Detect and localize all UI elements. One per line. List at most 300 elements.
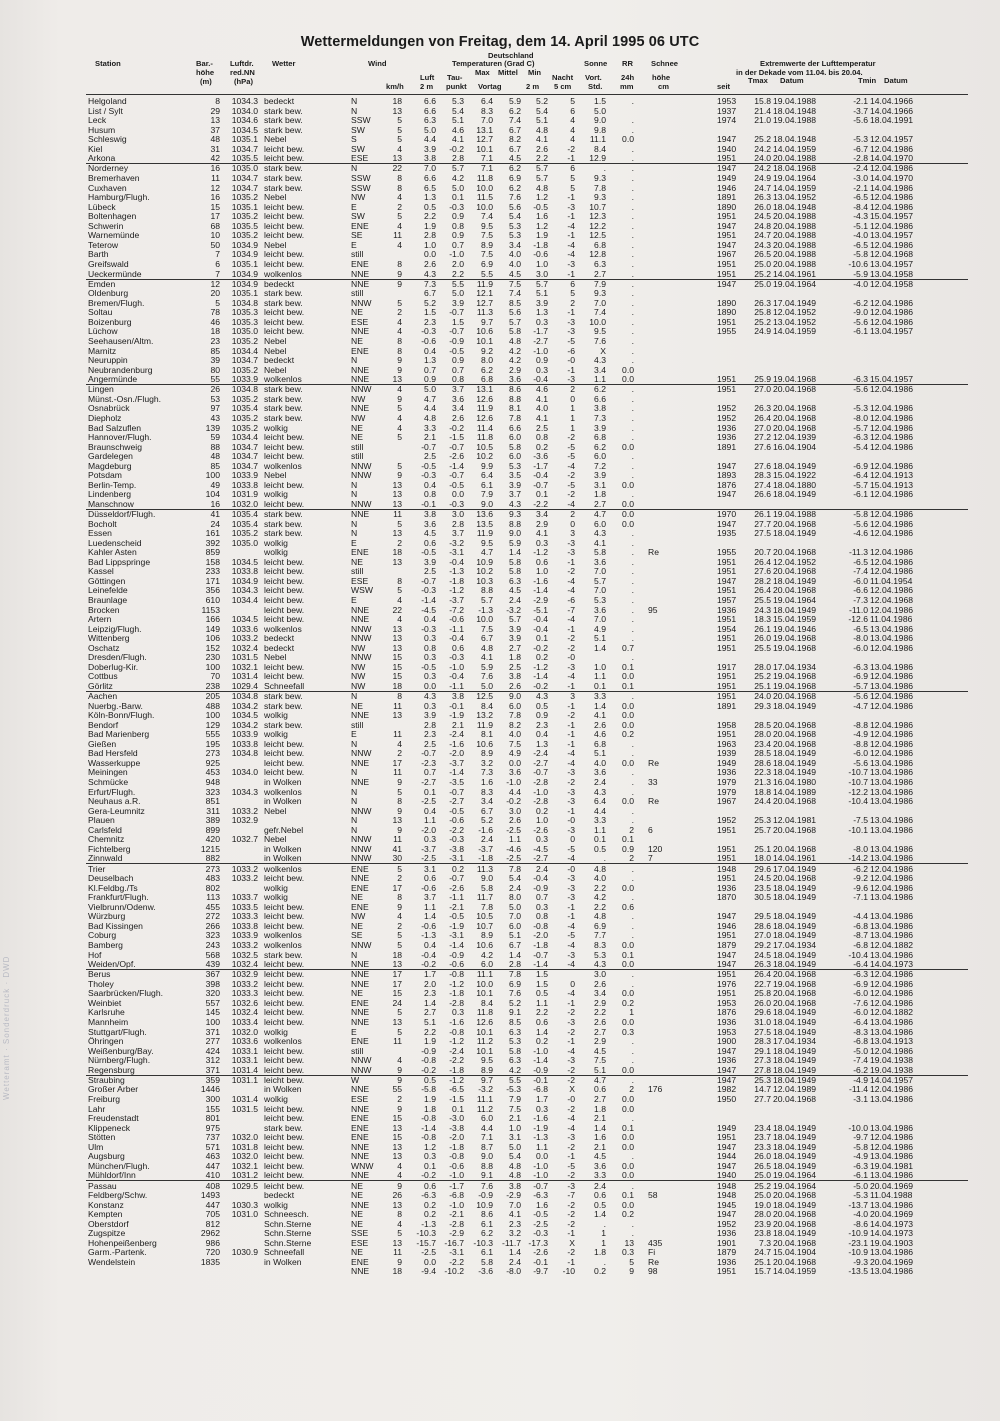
cell-nacht: -5 xyxy=(567,451,575,461)
cell-wetter: leicht bew. xyxy=(264,451,305,461)
cell-sonne: 3.3 xyxy=(594,815,606,825)
cell-schnee: 176 xyxy=(648,1084,663,1094)
cell-wetter: leicht bew. xyxy=(264,585,305,595)
cell-luftdr: 1032.0 xyxy=(231,499,258,509)
col-luftdr3: (hPa) xyxy=(234,77,253,86)
cell-min: -2.5 xyxy=(533,1219,548,1229)
cell-wind-speed: 4 xyxy=(397,423,402,433)
cell-min: 1.6 xyxy=(536,1200,548,1210)
cell-rr: 0.1 xyxy=(622,1190,634,1200)
cell-sonne: 2.4 xyxy=(594,777,606,787)
table-row xyxy=(0,414,1000,423)
cell-baro: 70 xyxy=(210,671,220,681)
cell-sonne: 2.9 xyxy=(594,1036,606,1046)
cell-wetter: Nebel xyxy=(264,192,287,202)
cell-max: 13.5 xyxy=(476,519,493,529)
cell-datum-max: 17.04.1949 xyxy=(773,864,817,874)
cell-station: Münst.-Osn./Flugh. xyxy=(88,394,162,404)
cell-mittel: 5.2 xyxy=(509,998,521,1008)
cell-mittel: 6.9 xyxy=(509,173,521,183)
cell-wind-dir: ENE xyxy=(351,1257,369,1267)
cell-datum-max: 20.04.1968 xyxy=(773,796,817,806)
cell-rr: 2 xyxy=(629,853,634,863)
cell-luftdr: 1034.0 xyxy=(231,106,258,116)
table-row xyxy=(0,327,1000,336)
cell-wind-dir: still xyxy=(351,442,364,452)
cell-tmin: -10.1 xyxy=(848,825,868,835)
cell-datum-min: 13.04.1986 xyxy=(870,1247,914,1257)
cell-wind-dir: NNW xyxy=(351,499,372,509)
cell-tmax: 25.0 xyxy=(754,1170,771,1180)
cell-luftdr: 1033.6 xyxy=(231,1036,258,1046)
cell-sonne: 8.4 xyxy=(594,144,606,154)
cell-luftdr: 1031.1 xyxy=(231,1075,258,1085)
cell-temp-2m: 4.5 xyxy=(424,528,436,538)
cell-dewpoint: -1.1 xyxy=(449,892,464,902)
cell-max: 10.6 xyxy=(476,739,493,749)
cell-mittel: 2.4 xyxy=(509,1257,521,1267)
cell-baro: 50 xyxy=(210,240,220,250)
cell-baro: 371 xyxy=(205,1027,220,1037)
cell-rr: . xyxy=(631,979,634,989)
cell-nacht: -4 xyxy=(567,461,575,471)
cell-temp-2m: 2.7 xyxy=(424,1007,436,1017)
cell-sonne: 1.0 xyxy=(594,662,606,672)
cell-wind-speed: 5 xyxy=(397,787,402,797)
cell-wind-speed: 11 xyxy=(393,1036,402,1046)
cell-nacht: -1 xyxy=(567,557,575,567)
cell-seit: 1967 xyxy=(717,796,737,806)
cell-schnee: 58 xyxy=(648,1190,658,1200)
cell-baro: 12 xyxy=(210,183,220,193)
cell-baro: 68 xyxy=(210,221,220,231)
cell-datum-min: 20.04.1969 xyxy=(870,1181,914,1191)
cell-dewpoint: -1.2 xyxy=(449,1036,464,1046)
cell-wind-speed: 18 xyxy=(392,96,402,106)
cell-nacht: -2 xyxy=(567,1209,575,1219)
cell-datum-min: 12.04.1986 xyxy=(870,403,914,413)
cell-tmin: -6.3 xyxy=(853,374,868,384)
cell-datum-min: 12.04.1986 xyxy=(870,701,914,711)
cell-wind-dir: W xyxy=(351,1075,360,1085)
cell-baro: 986 xyxy=(205,1238,220,1248)
cell-baro: 155 xyxy=(205,1104,220,1114)
cell-temp-2m: 0.1 xyxy=(424,787,436,797)
cell-min: 1.0 xyxy=(536,815,548,825)
cell-max: 9.5 xyxy=(481,538,493,548)
cell-sonne: 2.7 xyxy=(594,269,606,279)
cell-temp-2m: 0.4 xyxy=(424,346,436,356)
cell-tmin: -13.7 xyxy=(848,1200,868,1210)
cell-nacht: -1 xyxy=(567,911,575,921)
cell-dewpoint: -1.0 xyxy=(449,1200,464,1210)
cell-luftdr: 1031.9 xyxy=(231,489,258,499)
cell-min: -2.6 xyxy=(533,825,548,835)
table-row xyxy=(0,865,1000,874)
cell-tmin: -6.2 xyxy=(853,298,868,308)
cell-luftdr: 1033.4 xyxy=(231,1017,258,1027)
cell-nacht: -2 xyxy=(567,470,575,480)
cell-datum-min: 14.04.1966 xyxy=(870,106,914,116)
table-row xyxy=(0,721,1000,730)
cell-station: Braunlage xyxy=(88,595,128,605)
cell-temp-2m: 1.4 xyxy=(424,911,436,921)
cell-max: 4.4 xyxy=(481,1123,493,1133)
cell-rr: . xyxy=(631,326,634,336)
cell-datum-max: 18.04.1949 xyxy=(773,1228,817,1238)
cell-luftdr: 1031.2 xyxy=(231,1170,258,1180)
cell-datum-max: 20.04.1968 xyxy=(773,873,817,883)
cell-luftdr: 1035.2 xyxy=(231,336,258,346)
cell-temp-2m: 2.0 xyxy=(424,979,436,989)
cell-tmin: -12.2 xyxy=(848,787,868,797)
cell-datum-min: 13.04.1957 xyxy=(870,326,914,336)
cell-nacht: -1 xyxy=(567,230,575,240)
cell-mittel: 8.2 xyxy=(509,720,521,730)
cell-mittel: -5.3 xyxy=(506,1084,521,1094)
cell-sonne: 0.6 xyxy=(594,1084,606,1094)
cell-wetter: stark bew. xyxy=(264,519,303,529)
cell-station: Bad Lippspringe xyxy=(88,557,151,567)
cell-wind-dir: NW xyxy=(351,394,366,404)
cell-max: 10.6 xyxy=(476,326,493,336)
cell-datum-max: 18.04.1949 xyxy=(773,1007,817,1017)
cell-nacht: -2 xyxy=(567,633,575,643)
cell-wind-dir: ESE xyxy=(351,153,369,163)
cell-wind-dir: SE xyxy=(351,230,363,240)
cell-datum-min: 13.04.1986 xyxy=(870,758,914,768)
cell-rr: . xyxy=(631,163,634,173)
cell-mittel: 3.7 xyxy=(509,489,521,499)
cell-temp-2m: 1.1 xyxy=(424,902,436,912)
cell-min: 0.1 xyxy=(536,633,548,643)
cell-wetter: stark bew. xyxy=(264,950,303,960)
cell-temp-2m: -0.7 xyxy=(421,748,436,758)
cell-datum-max: 20.04.1968 xyxy=(773,1257,817,1267)
cell-max: 8.9 xyxy=(481,748,493,758)
cell-wetter: leicht bew. xyxy=(264,1161,305,1171)
cell-baro: 6 xyxy=(215,259,220,269)
cell-wetter: leicht bew. xyxy=(264,1132,305,1142)
cell-luftdr: 1032.1 xyxy=(231,662,258,672)
cell-wind-speed: 13 xyxy=(392,1238,402,1248)
cell-tmax: 24.9 xyxy=(754,173,771,183)
table-row xyxy=(0,1162,1000,1171)
cell-mittel: 6.2 xyxy=(509,163,521,173)
cell-station: Doberlug-Kir. xyxy=(88,662,139,672)
cell-datum-max: 18.04.1949 xyxy=(773,959,817,969)
cell-wetter: leicht bew. xyxy=(264,921,305,931)
cell-station: Regensburg xyxy=(88,1065,135,1075)
cell-baro: 11 xyxy=(211,173,220,183)
cell-max: 7.1 xyxy=(481,1132,493,1142)
cell-tmax: 24.7 xyxy=(754,183,771,193)
cell-wetter: bedeckt xyxy=(264,643,295,653)
cell-mittel: 5.6 xyxy=(509,202,521,212)
cell-nacht: -3 xyxy=(567,796,575,806)
cell-temp-2m: 2.5 xyxy=(424,566,436,576)
cell-wind-speed: 13 xyxy=(392,489,402,499)
cell-mittel: 3.4 xyxy=(509,240,521,250)
cell-dewpoint: -2.2 xyxy=(449,825,464,835)
cell-min: 0.2 xyxy=(536,806,548,816)
cell-wetter: leicht bew. xyxy=(264,211,305,221)
cell-min: 0.9 xyxy=(536,355,548,365)
cell-temp-2m: 0.7 xyxy=(424,767,436,777)
cell-sonne: 3.0 xyxy=(594,969,606,979)
cell-mittel: -4.6 xyxy=(506,844,521,854)
cell-tmax: 24.9 xyxy=(754,326,771,336)
cell-nacht: -2 xyxy=(567,1007,575,1017)
cell-baro: 610 xyxy=(205,595,220,605)
cell-mittel: 2.5 xyxy=(509,662,521,672)
cell-max: 6.1 xyxy=(481,1219,493,1229)
cell-datum-max: 15.04.1904 xyxy=(773,1247,817,1257)
cell-nacht: 2 xyxy=(570,509,575,519)
cell-nacht: -1 xyxy=(567,681,575,691)
cell-max: 8.0 xyxy=(481,355,493,365)
cell-nacht: -2 xyxy=(567,1075,575,1085)
cell-nacht: -4 xyxy=(567,921,575,931)
cell-dewpoint: -3.7 xyxy=(449,758,464,768)
cell-max: 7.6 xyxy=(481,1181,493,1191)
cell-luftdr: 1035.1 xyxy=(231,259,258,269)
cell-tmin: -6.0 xyxy=(853,643,868,653)
cell-datum-min: 13.04.1986 xyxy=(870,767,914,777)
cell-sonne: . xyxy=(603,163,606,173)
cell-datum-min: 12.04.1986 xyxy=(870,873,914,883)
cell-max: 11.2 xyxy=(476,1036,493,1046)
cell-luftdr: 1034.3 xyxy=(231,585,258,595)
cell-mittel: 4.2 xyxy=(509,346,521,356)
cell-wetter: leicht bew. xyxy=(264,1017,305,1027)
table-row xyxy=(0,1037,1000,1046)
cell-dewpoint: 0.3 xyxy=(452,1007,464,1017)
cell-station: Bad Hersfeld xyxy=(88,748,138,758)
table-row xyxy=(0,1171,1000,1180)
cell-datum-min: 12.04.1986 xyxy=(870,864,914,874)
table-row xyxy=(0,1008,1000,1017)
cell-nacht: -2 xyxy=(567,432,575,442)
cell-max: 9.5 xyxy=(481,221,493,231)
cell-dewpoint: -1.7 xyxy=(449,1181,464,1191)
cell-rr: . xyxy=(631,451,634,461)
cell-station: Coburg xyxy=(88,930,117,940)
cell-station: Saarbrücken/Flugh. xyxy=(88,988,163,998)
cell-max: 12.6 xyxy=(476,413,493,423)
cell-nacht: -5 xyxy=(567,442,575,452)
cell-dewpoint: -1.4 xyxy=(449,940,464,950)
cell-wind-dir: NNW xyxy=(351,834,372,844)
cell-temp-2m: 0.3 xyxy=(424,834,436,844)
cell-baro: 80 xyxy=(210,365,220,375)
cell-tmin: -5.6 xyxy=(853,317,868,327)
cell-mittel: 5.0 xyxy=(509,1142,521,1152)
cell-schnee: Re xyxy=(648,547,659,557)
table-row xyxy=(0,884,1000,893)
table-row xyxy=(0,778,1000,787)
cell-mittel: 6.2 xyxy=(509,106,521,116)
cell-station: Großer Arber xyxy=(88,1084,139,1094)
cell-station: Kiel xyxy=(88,144,103,154)
cell-datum-min: 19.04.1938 xyxy=(870,1065,914,1075)
cell-baro: 557 xyxy=(205,998,220,1008)
cell-wind-speed: 2 xyxy=(397,202,402,212)
cell-seit: 1890 xyxy=(717,307,737,317)
cell-dewpoint: -0.6 xyxy=(449,959,464,969)
cell-seit: 1947 xyxy=(717,461,737,471)
cell-max: -3.7 xyxy=(478,844,493,854)
cell-sonne: 0.5 xyxy=(594,1200,606,1210)
cell-temp-2m: 2.5 xyxy=(424,451,436,461)
cell-rr: . xyxy=(631,202,634,212)
cell-rr: . xyxy=(631,211,634,221)
cell-tmax: 26.4 xyxy=(754,585,771,595)
cell-mittel: 3.0 xyxy=(509,806,521,816)
table-row xyxy=(0,999,1000,1008)
cell-nacht: -3 xyxy=(567,317,575,327)
cell-wetter: wolkig xyxy=(264,729,288,739)
cell-wetter: leicht bew. xyxy=(264,748,305,758)
header-rule xyxy=(86,94,968,95)
cell-luftdr: 1035.2 xyxy=(231,211,258,221)
cell-datum-max: 12.04.1989 xyxy=(773,1084,817,1094)
cell-luftdr: 1033.3 xyxy=(231,911,258,921)
cell-mittel: 8.5 xyxy=(509,298,521,308)
cell-min: -1.9 xyxy=(533,1123,548,1133)
cell-datum-min: 12.04.1968 xyxy=(870,595,914,605)
cell-nacht: 0 xyxy=(570,394,575,404)
cell-temp-2m: 0.2 xyxy=(424,1200,436,1210)
cell-wind-dir: NNE xyxy=(351,1151,370,1161)
cell-rr: 0.7 xyxy=(622,643,634,653)
cell-wind-dir: NW xyxy=(351,413,366,423)
cell-mittel: 6.7 xyxy=(509,940,521,950)
cell-sonne: 2.1 xyxy=(594,1113,606,1123)
cell-luftdr: 1034.8 xyxy=(231,384,258,394)
cell-nacht: -5 xyxy=(567,480,575,490)
cell-mittel: 1.4 xyxy=(509,547,521,557)
cell-station: Manschnow xyxy=(88,499,134,509)
cell-baro: 273 xyxy=(205,748,220,758)
cell-max: 4.8 xyxy=(481,643,493,653)
cell-dewpoint: -0.1 xyxy=(449,701,464,711)
cell-wind-dir: N xyxy=(351,796,358,806)
cell-temp-2m: 0.2 xyxy=(424,1209,436,1219)
cell-wind-dir: NE xyxy=(351,557,363,567)
cell-baro: 420 xyxy=(205,834,220,844)
cell-temp-2m: 3.8 xyxy=(424,153,436,163)
cell-dewpoint: -0.3 xyxy=(449,652,464,662)
cell-luftdr: 1032.4 xyxy=(231,643,258,653)
cell-min: -1.0 xyxy=(533,1161,548,1171)
cell-max: 11.8 xyxy=(476,1007,493,1017)
cell-rr: . xyxy=(631,652,634,662)
cell-baro: 410 xyxy=(205,1170,220,1180)
cell-mittel: 6.0 xyxy=(509,451,521,461)
col-baro3: (m) xyxy=(200,77,212,86)
cell-datum-min: 12.04.1986 xyxy=(870,748,914,758)
cell-rr: . xyxy=(631,1181,634,1191)
cell-wetter: stark bew. xyxy=(264,173,303,183)
table-row xyxy=(0,1229,1000,1238)
cell-tmax: 23.8 xyxy=(754,1228,771,1238)
cell-datum-max: 18.04.1949 xyxy=(773,1046,817,1056)
cell-tmax: 24.0 xyxy=(754,691,771,701)
cell-datum-min: 13.04.1986 xyxy=(870,1094,914,1104)
cell-nacht: -3 xyxy=(567,662,575,672)
cell-tmin: -6.0 xyxy=(853,748,868,758)
cell-rr: . xyxy=(631,1046,634,1056)
cell-sonne: 4.7 xyxy=(594,1075,606,1085)
cell-seit: 1944 xyxy=(717,1151,737,1161)
cell-wind-speed: 4 xyxy=(397,1170,402,1180)
cell-station: Neuhaus a.R. xyxy=(88,796,141,806)
cell-min: 1.9 xyxy=(536,230,548,240)
cell-nacht: -6 xyxy=(567,346,575,356)
cell-station: Plauen xyxy=(88,815,115,825)
cell-baro: 106 xyxy=(205,633,220,643)
cell-station: Weinbiet xyxy=(88,998,122,1008)
cell-dewpoint: -0.6 xyxy=(449,815,464,825)
cell-dewpoint: -1.6 xyxy=(449,739,464,749)
cell-wind-speed: 8 xyxy=(397,346,402,356)
cell-schnee: 435 xyxy=(648,1238,663,1248)
cell-seit: 1939 xyxy=(717,748,737,758)
cell-baro: 46 xyxy=(210,317,220,327)
cell-datum-min: 12.04.1986 xyxy=(870,729,914,739)
cell-rr: . xyxy=(631,1151,634,1161)
cell-station: Bamberg xyxy=(88,940,123,950)
cell-wind-speed: 9 xyxy=(397,902,402,912)
cell-nacht: -1 xyxy=(567,1257,575,1267)
cell-nacht: -0 xyxy=(567,1094,575,1104)
cell-datum-max: 20.04.1968 xyxy=(773,566,817,576)
cell-max: 7.3 xyxy=(481,767,493,777)
table-row xyxy=(0,250,1000,259)
cell-datum-min: 13.04.1986 xyxy=(870,1017,914,1027)
cell-luftdr: 1032.4 xyxy=(231,1007,258,1017)
cell-sonne: 6.0 xyxy=(594,519,606,529)
cell-wetter: stark bew. xyxy=(264,701,303,711)
cell-datum-max: 18.04.1949 xyxy=(773,911,817,921)
cell-baro: 1153 xyxy=(201,605,220,615)
cell-luftdr: 1035.2 xyxy=(231,394,258,404)
cell-temp-2m: -0.8 xyxy=(421,1132,436,1142)
cell-datum-min: 14.04.1986 xyxy=(870,183,914,193)
cell-tmax: 24.0 xyxy=(754,153,771,163)
cell-mittel: 6.2 xyxy=(509,183,521,193)
cell-tmax: 25.9 xyxy=(754,374,771,384)
cell-max: 12.7 xyxy=(476,134,493,144)
cell-station: Görlitz xyxy=(88,681,113,691)
col-luftdr: Luftdr. xyxy=(230,59,254,68)
cell-wetter: wolkenlos xyxy=(264,1036,302,1046)
cell-rr: . xyxy=(631,125,634,135)
cell-max: 11.2 xyxy=(476,1104,493,1114)
cell-baro: 161 xyxy=(205,528,220,538)
cell-min: 0.3 xyxy=(536,1104,548,1114)
col-rr2: 24h xyxy=(621,73,635,82)
cell-tmin: -6.5 xyxy=(853,557,868,567)
cell-max: 9.9 xyxy=(481,461,493,471)
cell-wind-dir: NNE xyxy=(351,269,370,279)
cell-rr: . xyxy=(631,1113,634,1123)
cell-baro: 139 xyxy=(205,423,220,433)
cell-min: 3.0 xyxy=(536,269,548,279)
page-title: Wettermeldungen von Freitag, dem 14. April 1995 06 UTC xyxy=(300,34,700,50)
cell-luftdr: 1032.0 xyxy=(231,1151,258,1161)
